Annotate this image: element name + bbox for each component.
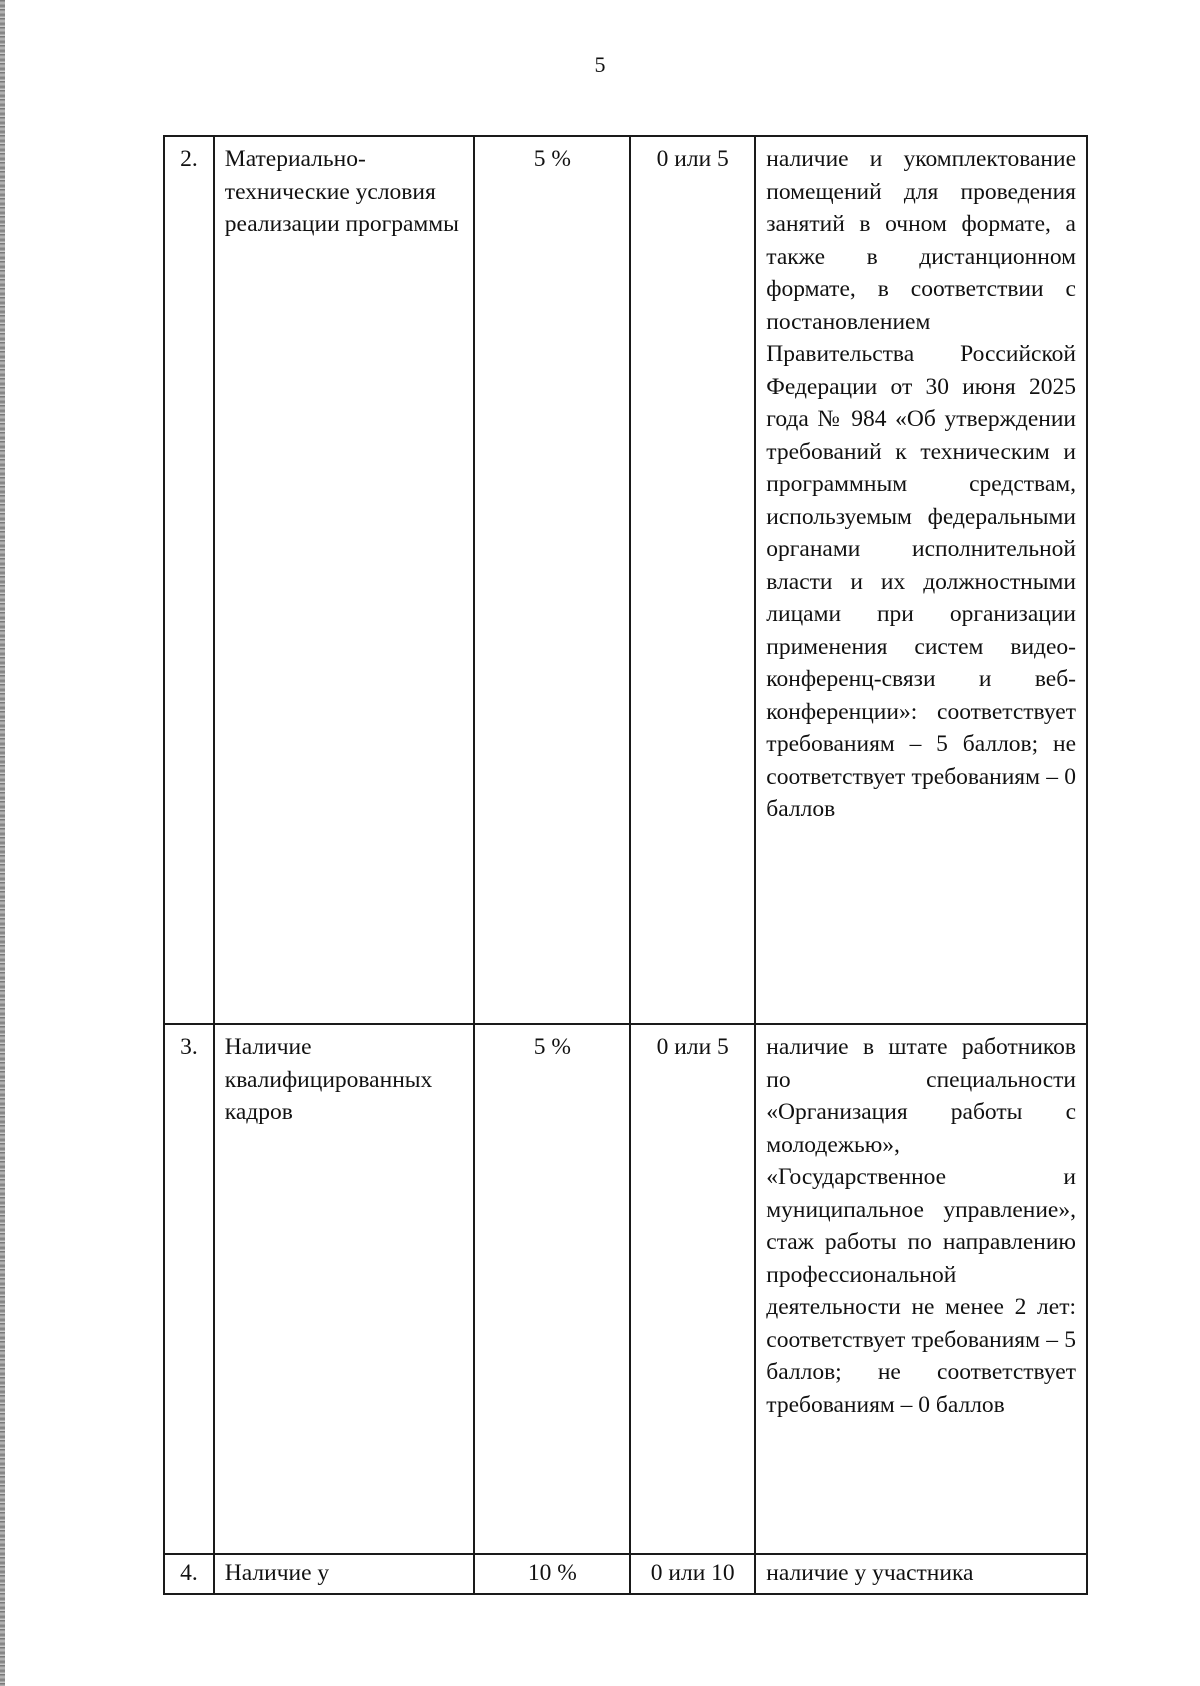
criterion-description: наличие и укомплектование помещений для проведения занятий в очном формате, а также в дистанционном формате, в соответствии с постановлением Правительства Российской Федерации от 30 июня 2025 года № 984 «Об утверждении требований к техническим и программным средствам, используемым федеральными органами исполнительной власти и их должностными лицами при организации применения систем видео-конференц-связи и веб-конференции»: соответствует требованиям – 5 баллов; не соответствует требованиям – 0 баллов <box>755 136 1087 1024</box>
criterion-name: Материально-технические условия реализации программы <box>214 136 475 1024</box>
table-row <box>164 136 1087 1024</box>
criterion-points: 0 или 10 <box>630 1554 755 1594</box>
criterion-weight: 5 % <box>474 136 630 1024</box>
criterion-description: наличие у участника <box>755 1554 1087 1594</box>
criterion-number: 2. <box>164 136 214 1024</box>
criterion-points: 0 или 5 <box>630 1024 755 1554</box>
criterion-name: Наличие квалифицированных кадров <box>214 1024 475 1554</box>
table-row <box>164 1024 1087 1554</box>
criterion-name: Наличие у <box>214 1554 475 1594</box>
table-row <box>164 1554 1087 1594</box>
criteria-table <box>163 135 1088 1595</box>
criterion-number: 4. <box>164 1554 214 1594</box>
criterion-weight: 10 % <box>474 1554 630 1594</box>
page-number: 5 <box>594 52 606 77</box>
criterion-description: наличие в штате работников по специальности «Организация работы с молодежью», «Государственное и муниципальное управление», стаж работы по направлению профессиональной деятельности не менее 2 лет: соответствует требованиям – 5 баллов; не соответствует требованиям – 0 баллов <box>755 1024 1087 1554</box>
scan-edge-artifact <box>0 0 5 1686</box>
criterion-weight: 5 % <box>474 1024 630 1554</box>
criterion-points: 0 или 5 <box>630 136 755 1024</box>
criterion-number: 3. <box>164 1024 214 1554</box>
